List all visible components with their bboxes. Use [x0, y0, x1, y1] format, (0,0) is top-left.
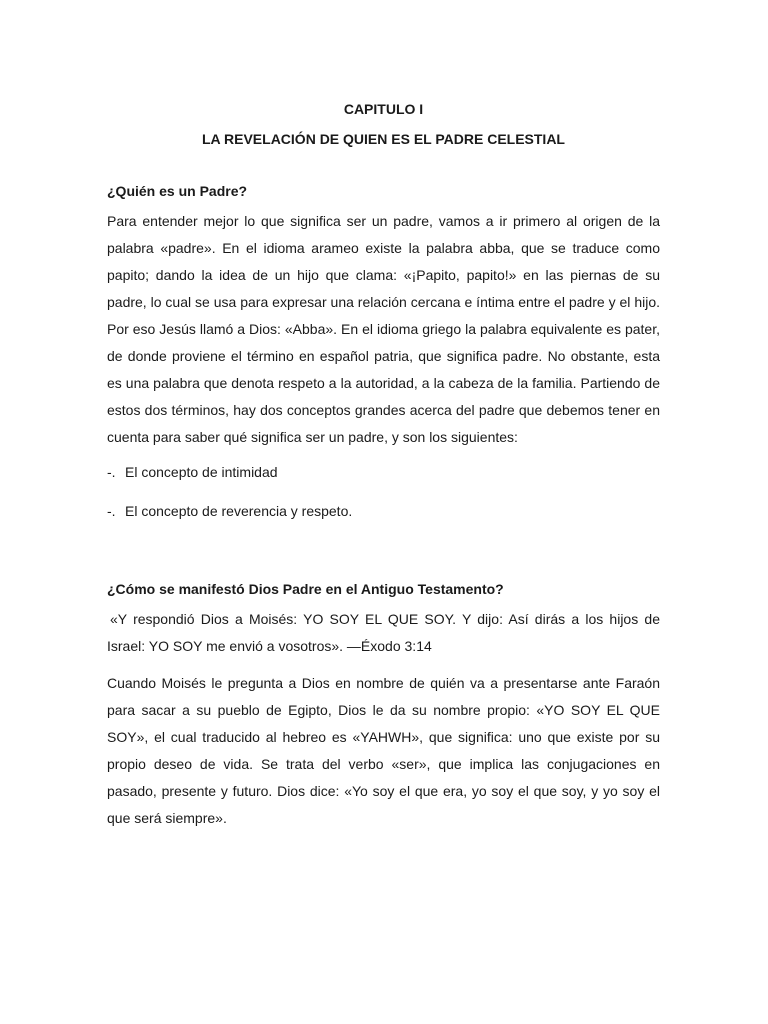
bullet-item: [107, 462, 660, 482]
bullet-marker: -.: [107, 503, 116, 519]
bullet-item: [107, 501, 660, 521]
chapter-title: LA REVELACIÓN DE QUIEN ES EL PADRE CELESTIAL: [201, 131, 565, 147]
section-heading-who-is-father: ¿Quién es un Padre?: [107, 183, 248, 199]
chapter-number: CAPITULO I: [343, 101, 424, 117]
document-page: [107, 99, 660, 832]
bullet-marker: -.: [107, 464, 116, 480]
bullet-text-intimacy: El concepto de intimidad: [125, 464, 278, 480]
section-heading-old-testament: ¿Cómo se manifestó Dios Padre en el Antiguo Testamento?: [107, 581, 504, 597]
paragraph-yo-soy: Cuando Moisés le pregunta a Dios en nombre de quién va a presentarse ante Faraón para sacar a su pueblo de Egipto, Dios le da su nombre propio: «YO SOY EL QUE SOY», el cual traducido al hebreo es «YAHWH», que significa: uno que existe por su propio deseo de vida. Se trata del verbo «ser», que implica las conjugaciones en pasado, presente y futuro. Dios dice: «Yo soy el que era, yo soy el que soy, y yo soy el que será siempre».: [107, 675, 660, 826]
bullet-text-reverence: El concepto de reverencia y respeto.: [125, 503, 353, 519]
paragraph-father-meaning: Para entender mejor lo que significa ser un padre, vamos a ir primero al origen de la palabra «padre». En el idioma arameo existe la palabra abba, que se traduce como papito; dando la idea de un hijo que clama: «¡Papito, papito!» en las piernas de su padre, lo cual se usa para expresar una relación cercana e íntima entre el padre y el hijo. Por eso Jesús llamó a Dios: «Abba». En el idioma griego la palabra equivalente es pater, de donde proviene el término en español patria, que significa padre. No obstante, esta es una palabra que denota respeto a la autoridad, a la cabeza de la familia. Partiendo de estos dos términos, hay dos conceptos grandes acerca del padre que debemos tener en cuenta para saber qué significa ser un padre, y son los siguientes:: [107, 213, 660, 445]
scripture-quote: «Y respondió Dios a Moisés: YO SOY EL QUE SOY. Y dijo: Así dirás a los hijos de Israel: YO SOY me envió a vosotros». —Éxodo 3:14: [107, 611, 660, 654]
